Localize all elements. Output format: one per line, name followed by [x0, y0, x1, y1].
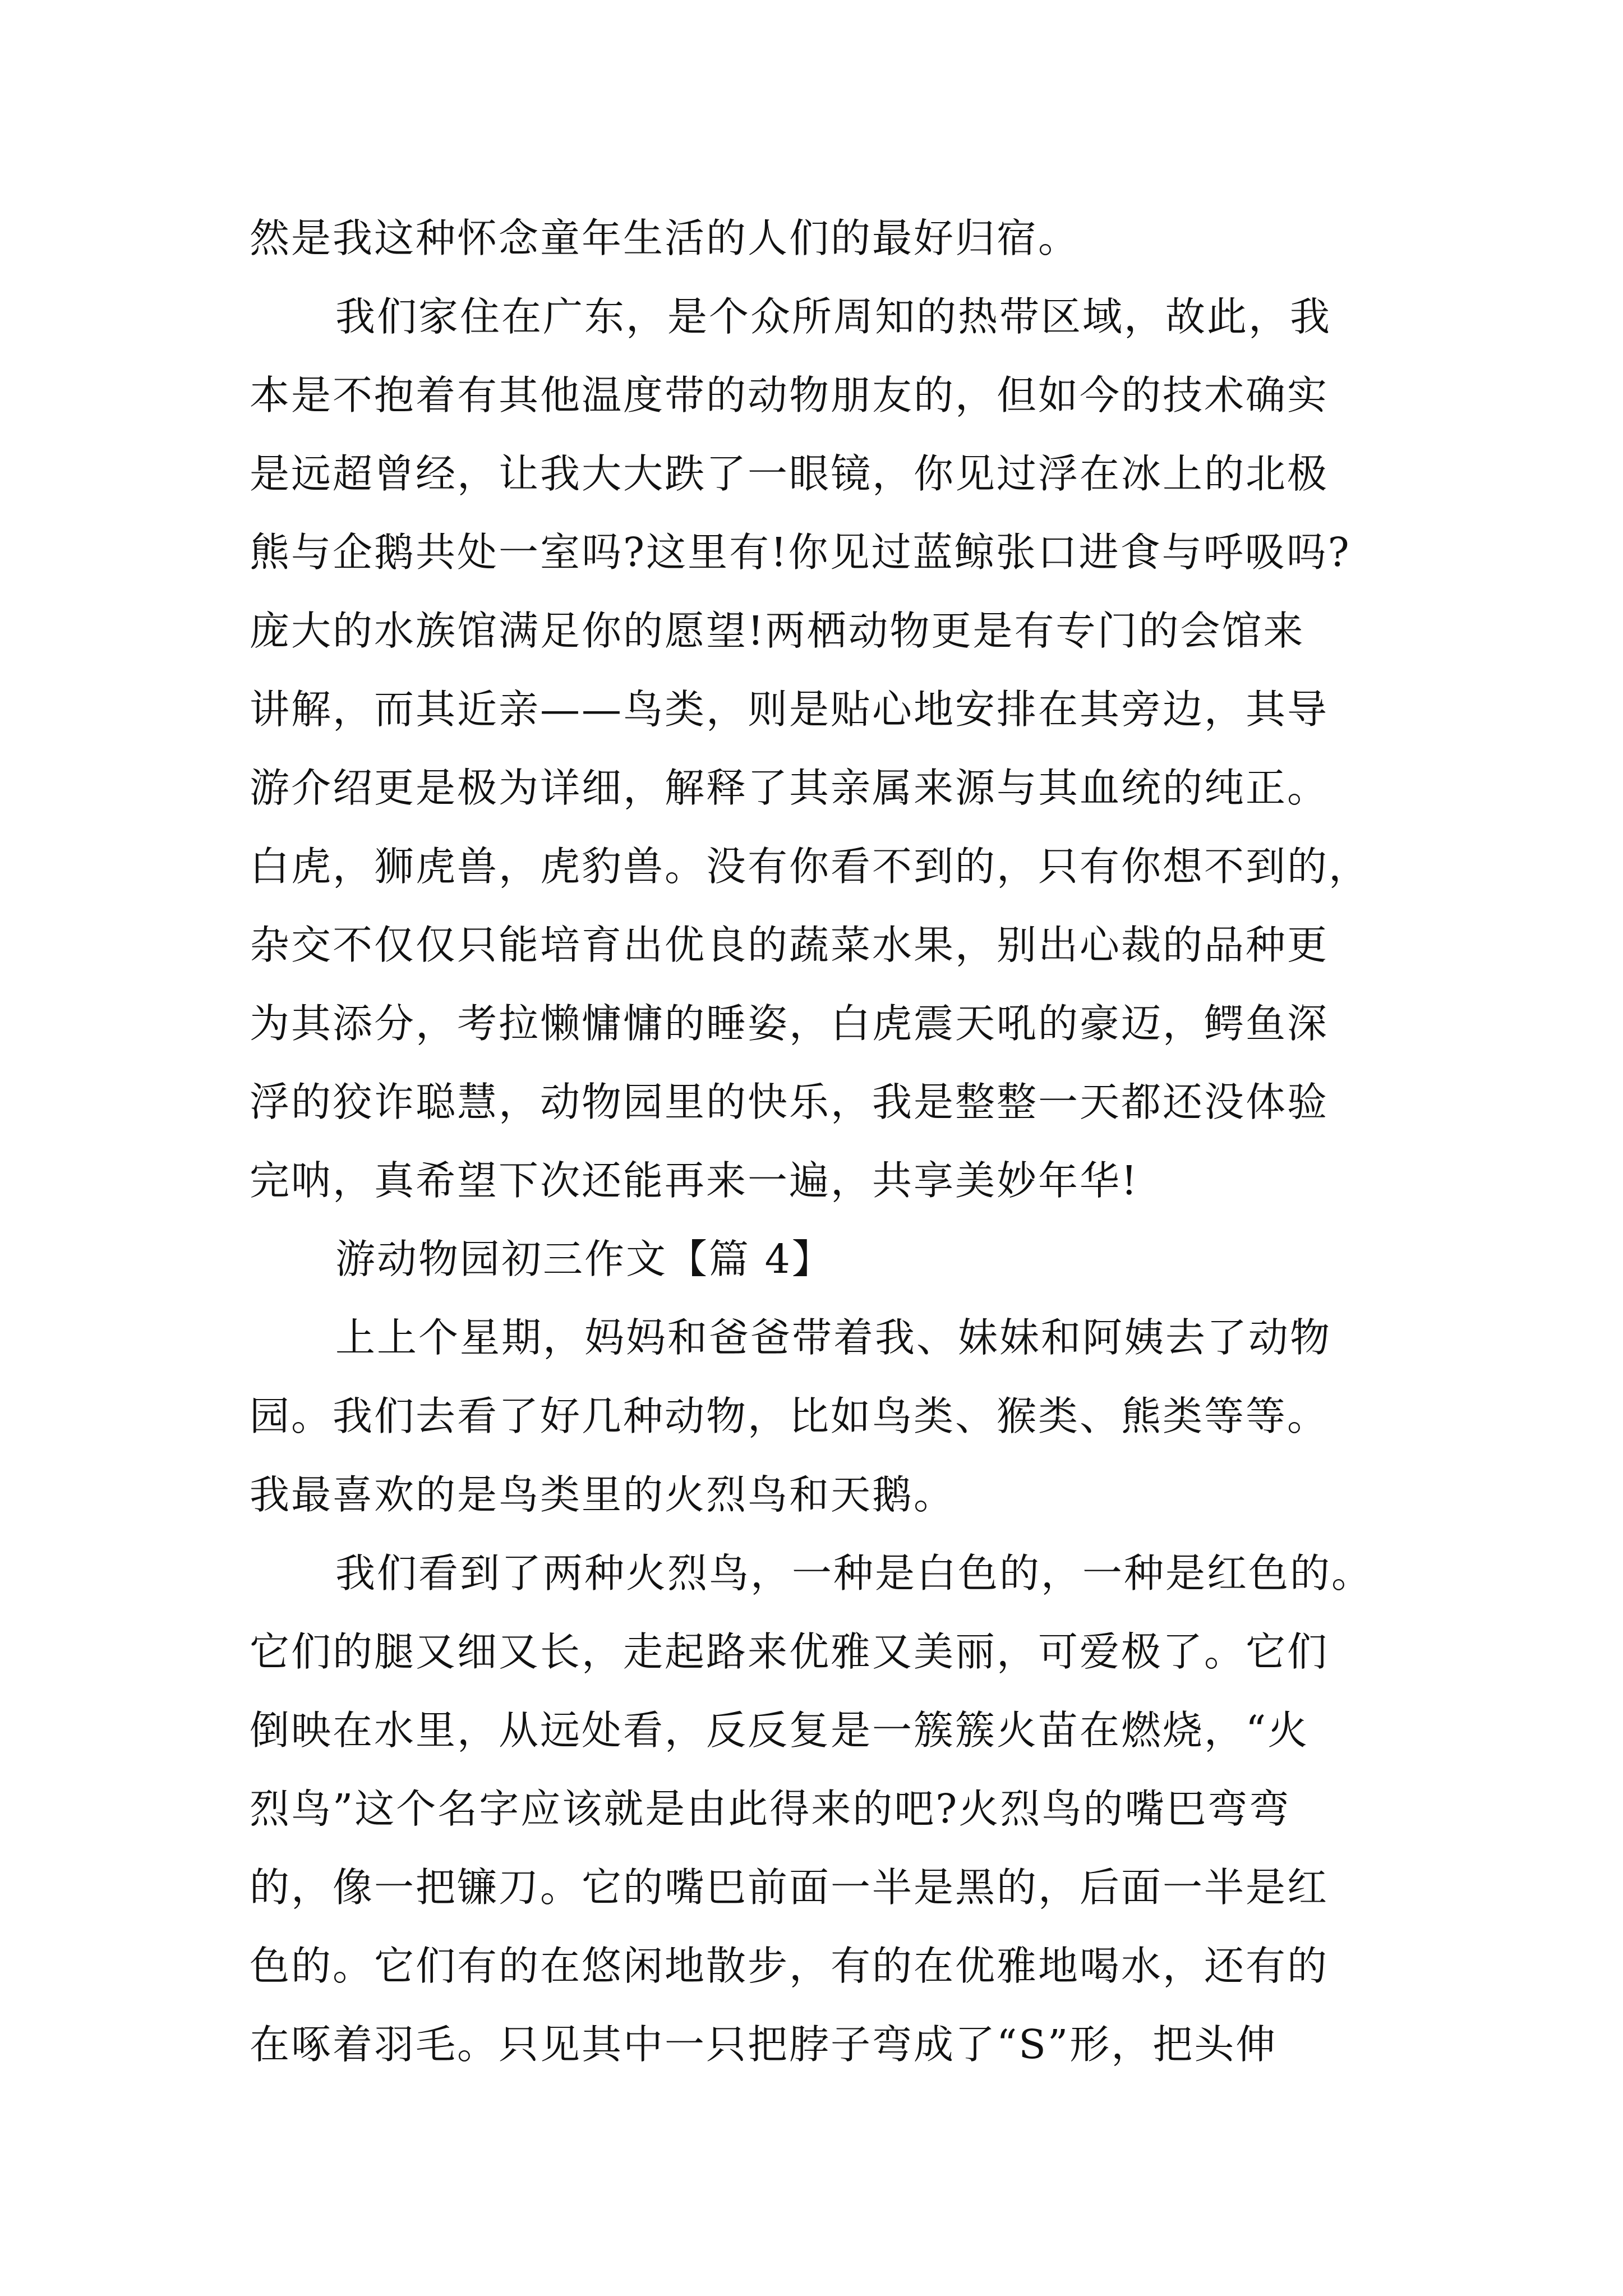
text-line: 色的。它们有的在悠闲地散步，有的在优雅地喝水，还有的 — [250, 1943, 1329, 1989]
text-line: 在啄着羽毛。只见其中一只把脖子弯成了“S”形，把头伸 — [250, 2021, 1278, 2068]
text-line: 我们看到了两种火烈鸟，一种是白色的，一种是红色的。 — [335, 1550, 1373, 1596]
text-line: 庞大的水族馆满足你的愿望!两栖动物更是有专门的会馆来 — [250, 608, 1305, 654]
text-line: 我们家住在广东，是个众所周知的热带区域，故此，我 — [335, 293, 1332, 340]
text-line: 它们的腿又细又长，走起路来优雅又美丽，可爱极了。它们 — [250, 1628, 1329, 1675]
section-heading: 游动物园初三作文【篇 4】 — [335, 1236, 833, 1282]
text-line: 熊与企鹅共处一室吗?这里有!你见过蓝鲸张口进食与呼吸吗? — [250, 529, 1351, 576]
text-line: 烈鸟”这个名字应该就是由此得来的吧?火烈鸟的嘴巴弯弯 — [250, 1786, 1291, 1832]
essay-body — [250, 199, 1416, 2084]
text-line: 完呐，真希望下次还能再来一遍，共享美妙年华! — [250, 1157, 1139, 1204]
text-line: 园。我们去看了好几种动物，比如鸟类、猴类、熊类等等。 — [250, 1393, 1329, 1439]
text-line: 倒映在水里，从远处看，反反复是一簇簇火苗在燃烧，“火 — [250, 1707, 1310, 1754]
text-line: 是远超曾经，让我大大跌了一眼镜，你见过浮在冰上的北极 — [250, 450, 1329, 497]
text-line: 为其添分，考拉懒慵慵的睡姿，白虎震天吼的豪迈，鳄鱼深 — [250, 1000, 1329, 1047]
text-line: 然是我这种怀念童年生活的人们的最好归宿。 — [250, 215, 1080, 261]
text-line: 的，像一把镰刀。它的嘴巴前面一半是黑的，后面一半是红 — [250, 1864, 1329, 1911]
text-line: 杂交不仅仅只能培育出优良的蔬菜水果，别出心裁的品种更 — [250, 922, 1329, 968]
text-line: 白虎，狮虎兽，虎豹兽。没有你看不到的，只有你想不到的， — [250, 843, 1371, 890]
text-line: 讲解，而其近亲——鸟类，则是贴心地安排在其旁边，其导 — [250, 686, 1329, 733]
text-line: 游介绍更是极为详细，解释了其亲属来源与其血统的纯正。 — [250, 765, 1329, 811]
text-line: 本是不抱着有其他温度带的动物朋友的，但如今的技术确实 — [250, 372, 1329, 418]
text-line: 我最喜欢的是鸟类里的火烈鸟和天鹅。 — [250, 1471, 956, 1518]
text-line: 上上个星期，妈妈和爸爸带着我、妹妹和阿姨去了动物 — [335, 1314, 1332, 1361]
text-line: 浮的狡诈聪慧，动物园里的快乐，我是整整一天都还没体验 — [250, 1079, 1329, 1125]
